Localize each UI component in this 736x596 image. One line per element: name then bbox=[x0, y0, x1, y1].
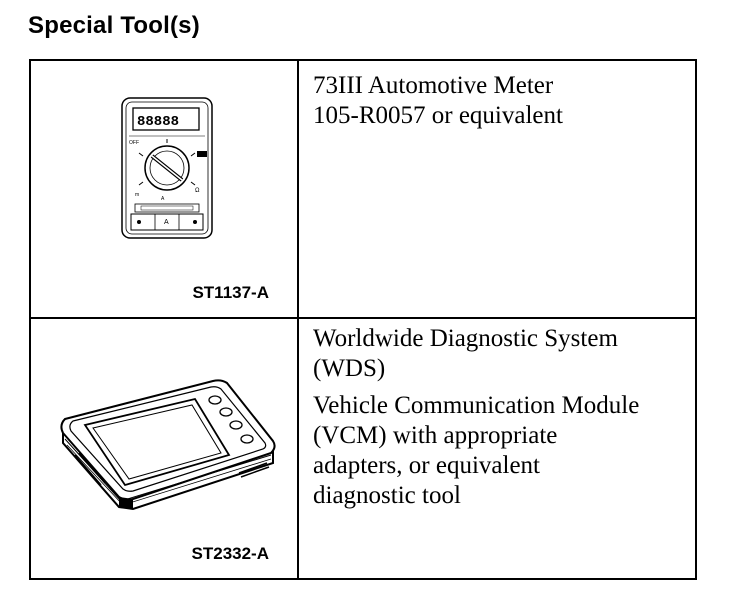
table-row bbox=[31, 61, 695, 319]
svg-text:A: A bbox=[164, 219, 169, 226]
page-title: Special Tool(s) bbox=[28, 12, 200, 39]
tool-description: Worldwide Diagnostic System (WDS) bbox=[313, 325, 618, 382]
special-tools-table bbox=[29, 59, 697, 580]
tool-image-code: ST2332-A bbox=[191, 544, 269, 563]
tool-description: Vehicle Communication Module (VCM) with appropriate adapters, or equivalent diagnostic tool bbox=[313, 392, 640, 509]
tool-description-cell bbox=[299, 61, 695, 317]
svg-text:88888: 88888 bbox=[137, 114, 180, 130]
svg-text:Ω: Ω bbox=[195, 188, 200, 194]
svg-text:OFF: OFF bbox=[129, 140, 139, 146]
multimeter-icon bbox=[119, 96, 219, 246]
tool-description-cell bbox=[299, 319, 695, 578]
tool-image-cell bbox=[31, 61, 299, 317]
diagnostic-tablet-icon bbox=[45, 359, 285, 519]
tool-image-cell bbox=[31, 319, 299, 578]
svg-text:A: A bbox=[161, 196, 165, 202]
tool-image-code: ST1137-A bbox=[192, 283, 269, 302]
svg-text:m: m bbox=[135, 192, 140, 198]
table-row bbox=[31, 319, 695, 578]
tool-description: 73III Automotive Meter 105-R0057 or equivalent bbox=[313, 72, 563, 129]
